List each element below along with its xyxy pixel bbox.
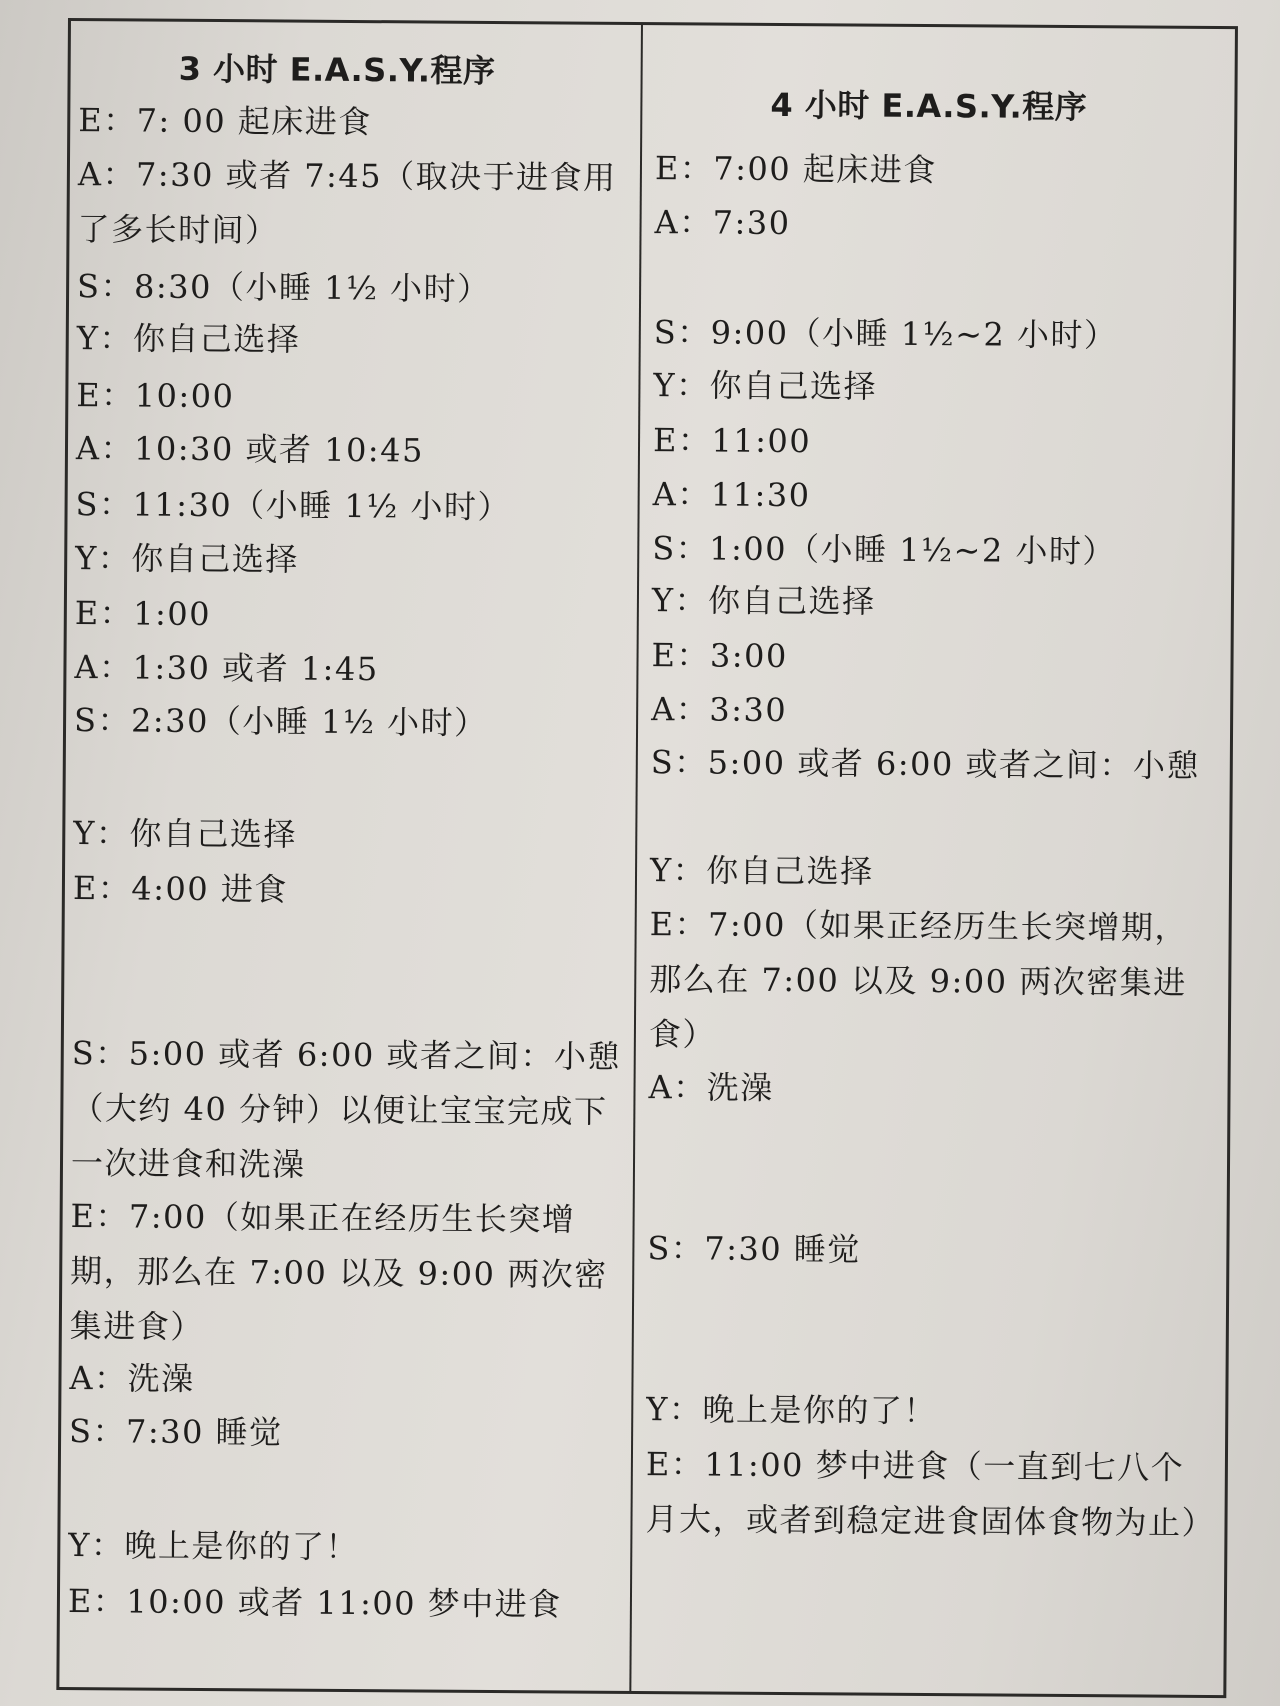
schedule-entry: A：7:30	[654, 203, 791, 243]
schedule-entry: S：5:00 或者 6:00 或者之间：小憩	[650, 743, 1201, 785]
schedule-entry: E：10:00	[76, 376, 235, 416]
schedule-entry: Y：你自己选择	[651, 581, 876, 621]
schedule-entry: E：3:00	[651, 636, 788, 676]
schedule-entry: Y：晚上是你的了！	[646, 1390, 938, 1431]
schedule-entry: Y：你自己选择	[649, 851, 874, 891]
schedule-entry: Y：你自己选择	[76, 319, 301, 359]
three-hour-title: 3 小时 E.A.S.Y.程序	[178, 49, 496, 90]
schedule-entry: Y：你自己选择	[653, 366, 878, 406]
schedule-entry: S：9:00（小睡 1½~2 小时）	[653, 313, 1118, 355]
three-hour-column	[67, 21, 634, 1624]
schedule-entry: Y：你自己选择	[75, 539, 299, 579]
schedule-entry: E：7: 00 起床进食	[78, 101, 372, 142]
schedule-entry: E：11:00	[652, 421, 812, 461]
schedule-entry: E：10:00 或者 11:00 梦中进食	[67, 1582, 562, 1624]
schedule-entry: E：1:00	[74, 594, 212, 634]
schedule-entry: S：11:30（小睡 1½ 小时）	[75, 485, 512, 527]
schedule-entry: E：7:00（如果正经历生长突增期，那么在 7:00 以及 9:00 两次密集进食）	[648, 905, 1189, 1054]
schedule-entry: S：8:30（小睡 1½ 小时）	[76, 267, 491, 308]
column-divider	[629, 25, 643, 1691]
schedule-entry: A：洗澡	[69, 1359, 195, 1398]
schedule-entry: Y：你自己选择	[73, 814, 298, 854]
schedule-entry: A：10:30 或者 10:45	[75, 429, 425, 470]
schedule-table	[56, 18, 1238, 1698]
schedule-entry: S：2:30（小睡 1½ 小时）	[73, 701, 488, 742]
schedule-entry: E：7:00 起床进食	[654, 149, 937, 190]
schedule-entry: E：4:00 进食	[72, 869, 288, 909]
schedule-entry: E：7:00（如果正在经历生长突增期，那么在 7:00 以及 9:00 两次密集进食）	[69, 1197, 608, 1346]
schedule-entry: A：洗澡	[648, 1068, 774, 1107]
schedule-entry: A：11:30	[652, 475, 811, 515]
schedule-entry: S：7:30 睡觉	[69, 1412, 283, 1452]
schedule-entry: E：11:00 梦中进食（一直到七八个月大，或者到稳定进食固体食物为止）	[645, 1445, 1216, 1543]
schedule-entry: A：7:30 或者 7:45（取决于进食用了多长时间）	[77, 155, 617, 250]
four-hour-column	[645, 25, 1224, 1543]
schedule-entry: S：1:00（小睡 1½~2 小时）	[652, 529, 1117, 571]
schedule-entry: S：7:30 睡觉	[647, 1229, 862, 1269]
schedule-entry: A：3:30	[651, 690, 788, 730]
schedule-entry: S：5:00 或者 6:00 或者之间：小憩（大约 40 分钟）以便让宝宝完成下一次进食和洗澡	[70, 1034, 622, 1184]
four-hour-title: 4 小时 E.A.S.Y.程序	[770, 85, 1088, 127]
schedule-entry: A：1:30 或者 1:45	[74, 648, 379, 689]
schedule-entry: Y：晚上是你的了！	[68, 1526, 360, 1567]
